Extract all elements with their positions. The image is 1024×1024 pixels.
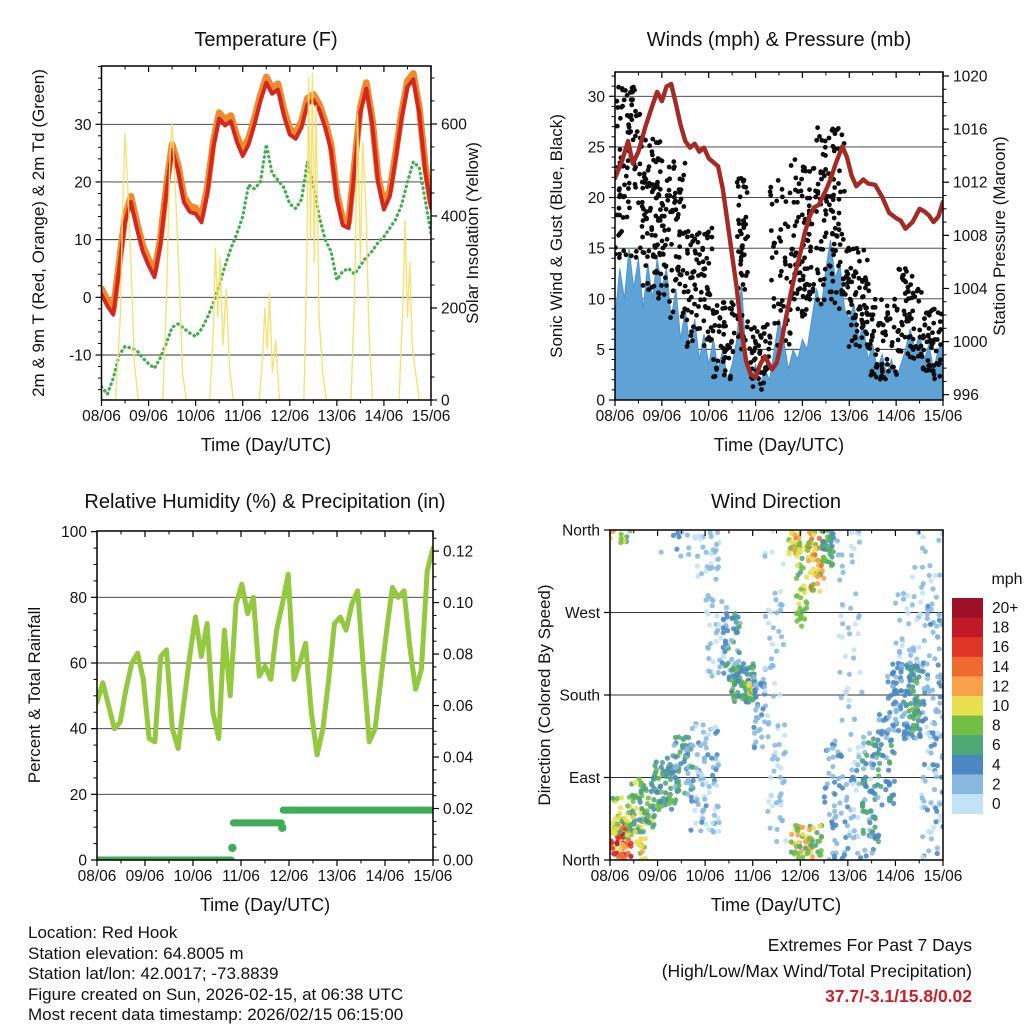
y-tick-label: 0 <box>596 392 605 410</box>
x-tick-label: 09/06 <box>638 868 677 885</box>
colorbar-tick-label: 2 <box>992 776 1001 794</box>
colorbar-tick-label: 8 <box>992 717 1001 735</box>
y-tick-label: 10 <box>74 232 92 250</box>
temperature-y-axis-label: 2m & 9m T (Red, Orange) & 2m Td (Green) <box>29 69 48 397</box>
plot-area-1 <box>613 84 944 400</box>
y-tick-label: South <box>559 687 600 705</box>
y-tick-label: West <box>564 605 600 622</box>
winds-chart-title: Winds (mph) & Pressure (mb) <box>646 29 912 51</box>
colorbar-tick-label: 4 <box>992 756 1001 774</box>
wind-direction-chart-title: Wind Direction <box>710 491 842 513</box>
x-tick-label: 11/06 <box>222 868 260 885</box>
x-tick-label: 11/06 <box>733 868 772 885</box>
x-tick-label: 13/06 <box>317 868 357 885</box>
x-tick-label: 14/06 <box>365 868 405 885</box>
colorbar-tick-label: 18 <box>992 619 1010 637</box>
x-tick-label: 10/06 <box>173 868 213 885</box>
y-tick-label: 0.08 <box>443 646 474 664</box>
x-tick-label: 15/06 <box>411 408 451 425</box>
y-tick-label: East <box>568 770 600 787</box>
plot-area-3 <box>608 528 946 863</box>
x-tick-label: 10/06 <box>685 868 725 885</box>
y-tick-label: 100 <box>61 524 87 542</box>
footer-created: Figure created on Sun, 2026-02-15, at 06:38 UTC <box>28 984 404 1004</box>
colorbar-title: mph <box>991 571 1023 588</box>
y-tick-label: 1012 <box>953 174 988 192</box>
colorbar-tick-label: 16 <box>992 639 1010 657</box>
y-tick-label: 0.06 <box>443 698 474 716</box>
plot-area-2 <box>97 548 433 860</box>
y-tick-label: North <box>562 852 600 870</box>
x-tick-label: 08/06 <box>590 868 630 885</box>
x-tick-label: 14/06 <box>364 408 404 425</box>
direction-y-axis-label: Direction (Colored By Speed) <box>535 584 554 806</box>
x-tick-label: 08/06 <box>77 868 117 885</box>
y-tick-label: 0.04 <box>443 749 474 767</box>
y-tick-label: 0.12 <box>443 543 474 561</box>
colorbar-tick-label: 10 <box>992 698 1010 715</box>
footer-latlon: Station lat/lon: 42.0017; -73.8839 <box>28 964 279 983</box>
y-tick-label: 0 <box>82 289 92 307</box>
footer-location: Location: Red Hook <box>28 923 178 942</box>
humidity-y-axis-label: Percent & Total Rainfall <box>25 606 44 784</box>
series-temp-2m-red <box>102 79 432 314</box>
y-tick-label: North <box>562 522 600 540</box>
colorbar-tick-label: 6 <box>992 737 1001 755</box>
temperature-x-axis-title: Time (Day/UTC) <box>200 435 332 455</box>
y-tick-label: 200 <box>441 300 467 318</box>
y-tick-label: 1020 <box>953 68 988 86</box>
temperature-chart-title: Temperature (F) <box>194 29 338 51</box>
x-tick-label: 12/06 <box>783 408 822 425</box>
y-tick-label: 0.10 <box>443 595 474 613</box>
series-rainfall-step-green <box>97 810 433 860</box>
winds-x-axis-title: Time (Day/UTC) <box>713 435 845 455</box>
extremes-subtitle: (High/Low/Max Wind/Total Precipitation) <box>661 960 972 981</box>
y-tick-label: 1004 <box>953 280 988 298</box>
x-tick-label: 12/06 <box>270 408 310 425</box>
x-tick-label: 14/06 <box>876 408 916 425</box>
y-tick-label: 10 <box>587 291 605 309</box>
y-tick-label: 0 <box>441 392 450 410</box>
y-tick-label: 80 <box>69 589 87 607</box>
y-tick-label: 30 <box>587 88 605 106</box>
x-tick-label: 12/06 <box>269 868 309 885</box>
y-tick-label: 20 <box>587 190 605 208</box>
y-tick-label: 1016 <box>953 121 988 139</box>
y-tick-label: 25 <box>587 139 605 157</box>
y-tick-label: 400 <box>441 208 467 226</box>
x-tick-label: 11/06 <box>223 408 262 425</box>
extremes-block <box>662 933 972 1010</box>
y-tick-label: 15 <box>587 240 605 258</box>
footer-data-timestamp: Most recent data timestamp: 2026/02/15 06:15:00 <box>28 1005 404 1024</box>
colorbar-tick-label: 0 <box>992 796 1001 813</box>
wind-direction-x-axis-title: Time (Day/UTC) <box>710 895 842 915</box>
pressure-y2-axis-label: Station Pressure (Maroon) <box>990 136 1009 336</box>
humidity-x-axis-title: Time (Day/UTC) <box>199 895 331 915</box>
x-tick-label: 14/06 <box>876 868 915 885</box>
speed-colorbar <box>952 598 1018 814</box>
x-tick-label: 13/06 <box>317 408 357 425</box>
y-tick-label: -10 <box>69 347 92 365</box>
x-tick-label: 15/06 <box>413 868 453 885</box>
x-tick-label: 08/06 <box>82 408 121 425</box>
series-humidity-light-green <box>97 548 433 755</box>
y-tick-label: 0 <box>78 852 87 870</box>
y-tick-label: 20 <box>74 174 92 192</box>
solar-y2-axis-label: Solar Insolation (Yellow) <box>463 142 482 324</box>
x-tick-label: 11/06 <box>736 408 775 425</box>
y-tick-label: 40 <box>69 721 87 739</box>
y-tick-label: 20 <box>69 786 87 804</box>
wind-y-axis-label: Sonic Wind & Gust (Blue, Black) <box>547 114 566 358</box>
x-tick-label: 10/06 <box>689 408 729 425</box>
y-tick-label: 60 <box>69 655 87 673</box>
x-tick-label: 12/06 <box>780 868 820 885</box>
y-tick-label: 600 <box>441 116 467 134</box>
colorbar-tick-label: 20+ <box>992 600 1019 617</box>
x-tick-label: 08/06 <box>595 408 635 425</box>
extremes-values: 37.7/-3.1/15.8/0.02 <box>825 986 972 1006</box>
colorbar-tick-label: 14 <box>992 658 1010 676</box>
x-tick-label: 15/06 <box>923 868 963 885</box>
y-tick-label: 1008 <box>953 227 988 245</box>
y-tick-label: 0.00 <box>443 852 474 870</box>
x-tick-label: 13/06 <box>829 408 869 425</box>
x-tick-label: 10/06 <box>176 408 216 425</box>
y-tick-label: 30 <box>74 116 92 134</box>
footer-elevation: Station elevation: 64.8005 m <box>28 943 244 963</box>
extremes-title: Extremes For Past 7 Days <box>767 935 972 955</box>
x-tick-label: 15/06 <box>923 408 963 425</box>
x-tick-label: 13/06 <box>828 868 868 885</box>
colorbar-tick-label: 12 <box>992 678 1010 696</box>
y-tick-label: 0.02 <box>443 801 474 819</box>
x-tick-label: 09/06 <box>642 408 682 425</box>
x-tick-label: 09/06 <box>129 408 168 425</box>
y-tick-label: 1000 <box>953 334 988 352</box>
humidity-chart-title: Relative Humidity (%) & Precipitation (in) <box>84 491 446 513</box>
y-tick-label: 5 <box>596 341 605 359</box>
plot-area-0 <box>102 73 432 400</box>
y-tick-label: 996 <box>953 387 979 405</box>
x-tick-label: 09/06 <box>125 868 165 885</box>
